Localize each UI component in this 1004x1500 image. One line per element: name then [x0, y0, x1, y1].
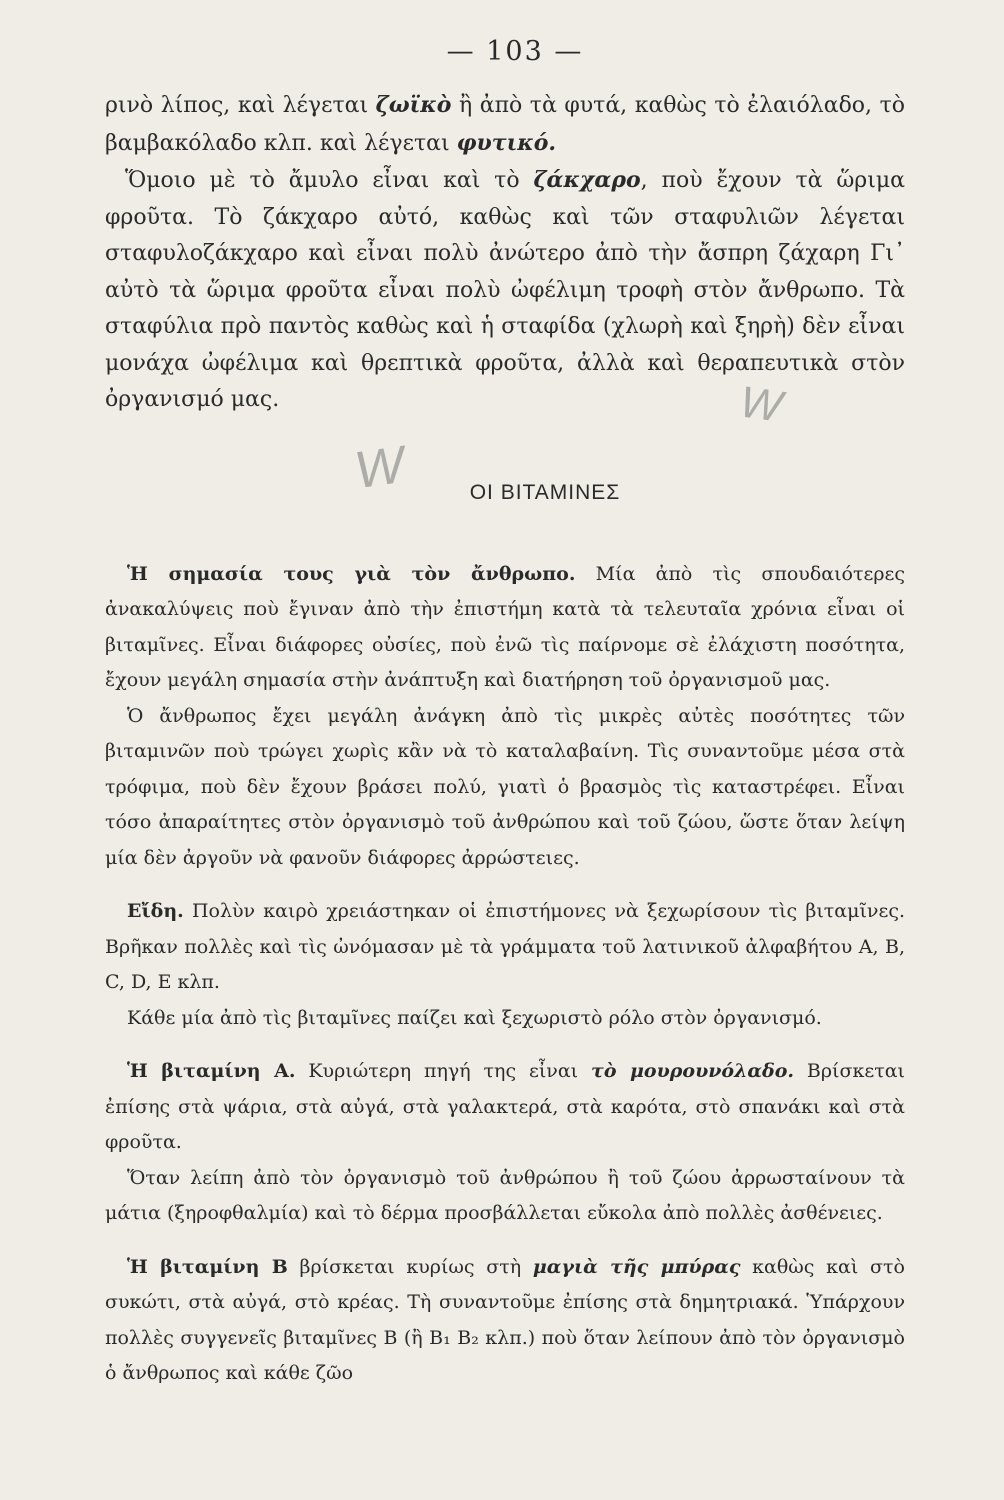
spacer: [105, 876, 905, 894]
text-run: ἢ ἀπὸ τὰ φυτά, καθὼς τὸ ἐλαιόλαδο, τὸ βαμβακόλαδο κλπ. καὶ λέγεται: [105, 93, 905, 156]
emphasis: ζάκχαρο: [533, 167, 641, 193]
emphasis: φυτικό.: [456, 129, 557, 156]
vitamins-section: [105, 557, 905, 1392]
paragraph: Ὁ ἄνθρωπος ἔχει μεγάλη ἀνάγκη ἀπὸ τὶς μικρὲς αὐτὲς ποσότητες τῶν βιταμινῶν ποὺ τρώγει χωρὶς κἂν νὰ τὸ καταλαβαίνη. Τὶς συναντοῦμε μέσα στὰ τρόφιμα, ποὺ δὲν ἔχουν βράσει πολύ, γιατὶ ὁ βρασμὸς τὶς καταστρέφει. Εἶναι τόσο ἀπαραίτητες στὸν ὀργανισμὸ τοῦ ἀνθρώπου καὶ τοῦ ζώου, ὥστε ὅταν λείψη μία δὲν ἀργοῦν νὰ φανοῦν διάφορες ἀρρώστειες.: [105, 704, 905, 869]
spacer: [105, 1232, 905, 1250]
emphasis: μαγιὰ τῆς μπύρας: [532, 1255, 741, 1278]
paragraph: [105, 1054, 905, 1161]
paragraph: [105, 162, 905, 419]
handwritten-mark: W: [736, 377, 785, 432]
text-run: , ποὺ ἔχουν τὰ ὥριμα φροῦτα. Τὸ ζάκχαρο αὐτό, καθὼς καὶ τῶν σταφυλιῶν λέγεται σταφυλοζάκχαρο καὶ εἶναι πολὺ ἀνώτερο ἀπὸ τὴν ἄσπρη ζάχαρη Γι᾽ αὐτὸ τὰ ὥριμα φροῦτα εἶναι πολὺ ὠφέλιμη τροφὴ στὸν ἄνθρωπο. Τὰ σταφύλια πρὸ παντὸς καθὼς καὶ ἡ σταφίδα (χλωρὴ καὶ ξηρὴ) δὲν εἶναι μονάχα ὠφέλιμα καὶ θρεπτικὰ φροῦτα, ἀλλὰ καὶ θεραπευτικὰ στὸν ὀργανισμό μας.: [105, 168, 906, 412]
page-number: — 103 —: [446, 36, 584, 67]
emphasis: τὸ μουρουνόλαδο.: [591, 1060, 795, 1082]
emphasis: ζωϊκὸ: [375, 92, 452, 118]
text-run: βρίσκεται κυρίως στὴ: [287, 1255, 533, 1278]
text-run: Βρίσκεται ἐπίσης στὰ ψάρια, στὰ αὐγά, στὰ γαλακτερά, στὰ καρότα, στὸ σπανάκι καὶ στὰ φροῦτα.: [105, 1060, 905, 1153]
text-run: Μία ἀπὸ τὶς σπουδαιότερες ἀνακαλύψεις ποὺ ἔγιναν ἀπὸ τὴν ἐπιστήμη κατὰ τὰ τελευταῖα χρόνια εἶναι οἱ βιταμῖνες. Εἶναι διάφορες οὐσίες, ποὺ ἐνῶ τὶς παίρνομε σὲ ἐλάχιστη ποσότητα, ἔχουν μεγάλη σημασία στὴν ἀνάπτυξη καὶ διατήρηση τοῦ ὀργανισμοῦ μας.: [105, 562, 905, 691]
paragraph: Κάθε μία ἀπὸ τὶς βιταμῖνες παίζει καὶ ξεχωριστὸ ρόλο στὸν ὀργανισμό.: [127, 1006, 822, 1029]
paragraph: [105, 87, 905, 162]
paragraph: [105, 1250, 905, 1392]
text-run: Ὅμοιο μὲ τὸ ἄμυλο εἶναι καὶ τὸ: [125, 168, 534, 193]
text-run: Πολὺν καιρὸ χρειάστηκαν οἱ ἐπιστήμονες νὰ ξεχωρίσουν τὶς βιταμῖνες. Βρῆκαν πολλὲς καὶ τὶς ὠνόμασαν μὲ τὰ γράμματα τοῦ λατινικοῦ ἀλφαβήτου A, B, C, D, E κλπ.: [105, 900, 905, 993]
page: [105, 36, 905, 1392]
paragraph: [105, 894, 905, 1001]
text-run: ρινὸ λίπος, καὶ λέγεται: [105, 93, 376, 118]
spacer: [105, 1036, 905, 1054]
subheading: Ἡ βιταμίνη Β: [127, 1255, 288, 1278]
subheading: Ἡ σημασία τους γιὰ τὸν ἄνθρωπο.: [127, 562, 576, 585]
paragraph: Ὅταν λείπη ἀπὸ τὸν ὀργανισμὸ τοῦ ἀνθρώπου ἢ τοῦ ζώου ἀρρωσταίνουν τὰ μάτια (ξηροφθαλμία) καὶ τὸ δέρμα προσβάλλεται εὔκολα ἀπὸ πολλὲς ἀσθένειες.: [105, 1166, 905, 1224]
subheading: Ἡ βιταμίνη Α.: [127, 1060, 296, 1082]
text-run: Κυριώτερη πηγή της εἶναι: [295, 1060, 592, 1082]
paragraph: [105, 557, 905, 699]
text-run: καθὼς καὶ στὸ συκώτι, στὰ αὐγά, στὸ κρέας. Τὴ συναντοῦμε ἐπίσης στὰ δημητριακά. Ὑπάρχουν πολλὲς συγγενεῖς βιταμῖνες Β (ἢ Β₁ Β₂ κλπ.) ποὺ ὅταν λείπουν ἀπὸ τὸν ὀργανισμὸ ὁ ἄνθρωπος καὶ κάθε ζῶο: [105, 1255, 905, 1384]
section-title: ΟΙ ΒΙΤΑΜΙΝΕΣ: [469, 480, 621, 504]
intro-section: [105, 87, 905, 419]
subheading: Εἴδη.: [127, 900, 184, 922]
handwritten-mark: W: [351, 435, 408, 501]
